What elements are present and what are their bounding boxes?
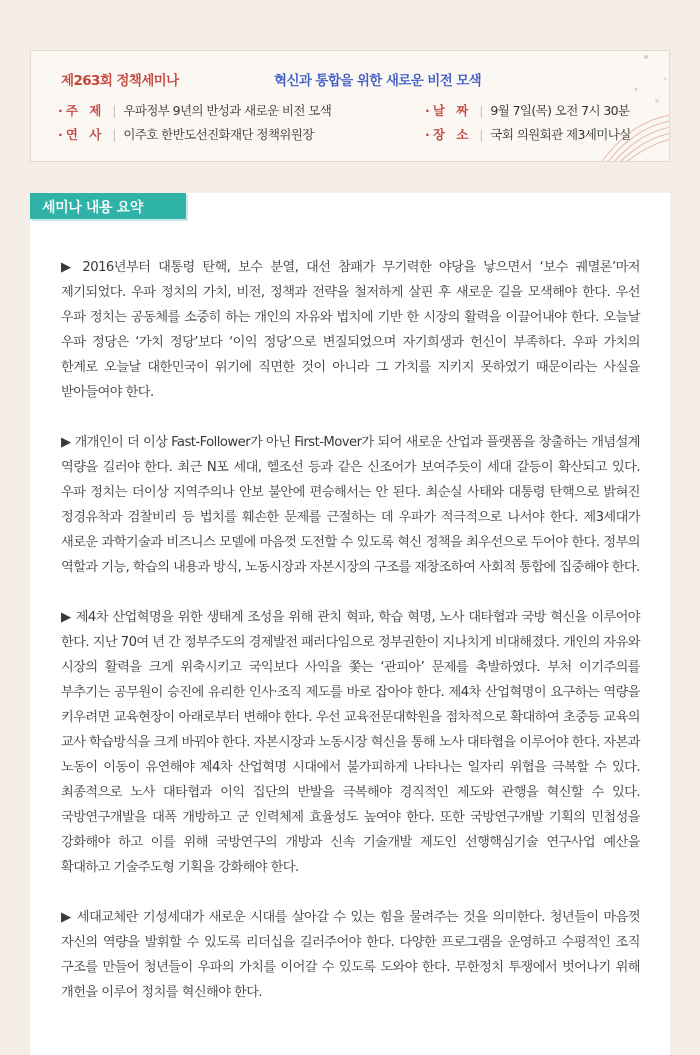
subject-row: [58, 101, 331, 119]
seminar-info-box: [30, 50, 670, 162]
date-label: · 날 짜: [425, 103, 468, 118]
date-value: 9월 7일(목) 오전 7시 30분: [490, 103, 630, 118]
date-row: [425, 101, 630, 119]
subject-value: 우파정부 9년의 반성과 새로운 비전 모색: [123, 103, 332, 118]
venue-row: [425, 125, 631, 143]
summary-paragraph: ▶ 개개인이 더 이상 Fast-Follower가 아닌 First-Mover가 되어 새로운 산업과 플랫폼을 창출하는 개념설계 역량을 길러야 한다. 최근 N포 세대, 헬조선 등과 같은 신조어가 보여주듯이 세대 갈등이 확산되고 있다. 우파 정치는 더이상 지역주의나 안보 불안에 편승해서는 안 된다. 최순실 사태와 대통령 탄핵으로 밝혀진 정경유착과 검찰비리 등 법치를 훼손한 문제를 근절하는 데 우파가 적극적으로 나서야 한다. 제3세대가 새로운 과학기술과 비즈니스 모델에 마음껏 도전할 수 있도록 혁신 정책을 최우선으로 두어야 한다. 정부의 역할과 기능, 학습의 내용과 방식, 노동시장과 자본시장의 구조를 재창조하여 사회적 통합에 집중해야 한다.: [61, 435, 640, 575]
seminar-number: 제263회 정책세미나: [61, 73, 179, 89]
speaker-row: [58, 125, 314, 143]
summary-paragraph: ▶ 2016년부터 대통령 탄핵, 보수 분열, 대선 참패가 무기력한 야당을 낳으면서 ‘보수 궤멸론’마저 제기되었다. 우파 정치의 가치, 비전, 정책과 전략을 철저하게 살핀 후 새로운 길을 모색해야 한다. 우선 우파 정치는 공동체를 소중히 하는 개인의 자유와 법치에 기반 한 시장의 활력을 이끌어내야 한다. 오늘날 우파 정당은 ‘가치 정당’보다 ‘이익 정당’으로 변질되었으며 자기희생과 헌신이 부족하다. 우파 가치의 한계로 오늘날 대한민국이 위기에 직면한 것이 아니라 그 가치를 지키지 못하였기 때문이라는 사실을 받아들여야 한다.: [61, 260, 640, 400]
venue-value: 국회 의원회관 제3세미나실: [490, 127, 631, 142]
speaker-label: · 연 사: [58, 127, 101, 142]
separator: |: [112, 103, 116, 118]
summary-paragraph: ▶ 세대교체란 기성세대가 새로운 시대를 살아갈 수 있는 힘을 물려주는 것을 의미한다. 청년들이 마음껏 자신의 역량을 발휘할 수 있도록 리더십을 길러주어야 한다. 다양한 프로그램을 운영하고 수평적인 조직 구조를 만들어 청년들이 우파의 가치를 이어갈 수 있도록 도와야 한다. 무한정치 투쟁에서 벗어나기 위해 개헌을 이루어 정치를 혁신해야 한다.: [61, 910, 640, 1000]
seminar-topic: 혁신과 통합을 위한 새로운 비전 모색: [274, 73, 482, 89]
summary-section-tab: 세미나 내용 요약: [30, 193, 186, 219]
separator: |: [112, 127, 116, 142]
subject-label: · 주 제: [58, 103, 101, 118]
separator: |: [479, 103, 483, 118]
summary-paragraph: ▶ 제4차 산업혁명을 위한 생태계 조성을 위해 관치 혁파, 학습 혁명, 노사 대타협과 국방 혁신을 이루어야 한다. 지난 70여 년 간 정부주도의 경제발전 패러다임으로 정부권한이 지나치게 비대해졌다. 개인의 자유와 시장의 활력을 크게 위축시키고 국익보다 사익을 쫓는 ‘관피아’ 문제를 촉발하였다. 부처 이기주의를 부추기는 공무원이 승진에 유리한 인사·조직 제도를 바로 잡아야 한다. 제4차 산업혁명이 요구하는 역량을 키우려면 교육현장이 아래로부터 변해야 한다. 우선 교육전문대학원을 점차적으로 확대하여 초중등 교육의 교사 학습방식을 크게 바꿔야 한다. 자본시장과 노동시장 혁신을 통해 노사 대타협을 이루어야 한다. 자본과 노동이 이동이 유연해야 제4차 산업혁명 시대에서 불가피하게 나타나는 일자리 위협을 극복할 수 있다. 최종적으로 노사 대타협과 이익 집단의 반발을 극복해야 경직적인 제도와 관행을 혁신할 수 있다. 국방연구개발을 대폭 개방하고 군 인력체제 효율성도 높여야 한다. 또한 국방연구개발 기획의 민첩성을 강화해야 하고 이를 위해 국방연구의 개방과 신속 기술개발 제도인 선행핵심기술 연구사업 예산을 확대하고 기술주도형 기획을 강화해야 한다.: [61, 610, 640, 875]
venue-label: · 장 소: [425, 127, 468, 142]
seminar-title-line: [61, 69, 482, 89]
summary-content: [61, 255, 640, 1030]
separator: |: [479, 127, 483, 142]
speaker-value: 이주호 한반도선진화재단 정책위원장: [123, 127, 314, 142]
